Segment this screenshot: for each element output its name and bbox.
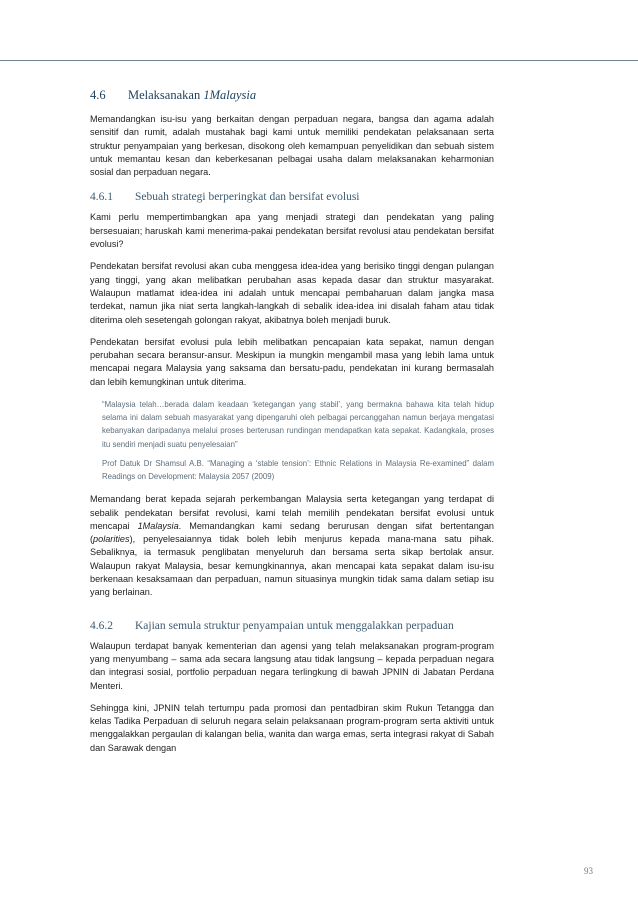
- paragraph: Pendekatan bersifat evolusi pula lebih melibatkan pencapaian kata sepakat, namun dengan perubahan secara beransur-ansur. Meskipun ia mungkin mengambil masa yang lebih lama untuk mencapai negara Malaysia yang saksama dan bersatu-padu, pendekatan ini kurang bermasalah dan lebih kemungkinan untuk diterima.: [90, 336, 494, 387]
- text-run: Memandang berat kepada sejarah perkembangan Malaysia serta ketegangan yang terdapat di sebalik pendekatan bersifat revolusi, kami telah memilih pendekatan bersifat evolusi untuk mencapai: [90, 494, 494, 531]
- paragraph: Kami perlu mempertimbangkan apa yang menjadi strategi dan pendekatan yang paling bersesuaian; haruskah kami menerima-pakai pendekatan bersifat revolusi atau pendekatan bersifat evolusi?: [90, 212, 494, 250]
- top-rule: [0, 60, 638, 61]
- subsection-number-2: 4.6.2: [90, 619, 113, 632]
- intro-paragraph: Memandangkan isu-isu yang berkaitan dengan perpaduan negara, bangsa dan agama adalah sensitif dan rumit, adalah mustahak bagi kami untuk memiliki pendekatan pelaksanaan serta struktur penyampaian yang berkesan, disokong oleh kemampuan penyelidikan dan sebuah sistem untuk memantau kesan dan keberkesanan pelbagai usaha dalam melaksanakan keharmonian sosial dan perpaduan negara.: [90, 114, 494, 178]
- paragraph: [90, 493, 494, 599]
- paragraph: Sehingga kini, JPNIN telah tertumpu pada promosi dan pentadbiran skim Rukun Tetangga dan kelas Tadika Perpaduan di seluruh negara selain pelaksanaan program-program serta aktiviti untuk menggalakkan pergaulan di kalangan belia, wanita dan warga emas, serta integrasi rakyat di Sabah dan Sarawak dengan: [90, 702, 494, 753]
- page-number: 93: [584, 866, 593, 876]
- text-italic: 1Malaysia: [137, 520, 179, 531]
- text-italic: polarities: [93, 534, 130, 545]
- section-number: 4.6: [90, 88, 106, 102]
- paragraph: Pendekatan bersifat revolusi akan cuba menggesa idea-idea yang berisiko tinggi dengan pulangan yang tinggi, yang akan melibatkan perubahan asas kepada dasar dan struktur masyarakat. Walaupun matlamat idea-idea ini adalah untuk mencapai pembaharuan dalam jangka masa terdekat, namun jika niat serta langkah-langkah di sebalik idea-idea ini disalah faham atau tidak diterima oleh sesetengah golongan rakyat, akibatnya boleh menjadi buruk.: [90, 261, 494, 325]
- text-run: ), penyelesaiannya tidak boleh lebih menjurus kepada mana-mana satu pihak. Sebaliknya, ia termasuk penglibatan menyeluruh dan bersama serta sikap bertolak ansur. Walaupun rakyat Malaysia, besar kemungkinannya, akan mencapai kata sepakat dalam isu-isu berkenaan kesaksamaan dan perpaduan, namun situasinya mungkin tidak sama dalam setiap isu yang berlainan.: [90, 534, 494, 598]
- subsection-heading-2: [90, 620, 494, 632]
- subsection-number-1: 4.6.1: [90, 191, 113, 204]
- page-content: [90, 88, 494, 764]
- quote-text: “Malaysia telah…berada dalam keadaan ‘ketegangan yang stabil’, yang bermakna bahawa kita telah hidup selama ini dalam sebuah masyarakat yang dipengaruhi oleh pelbagai percanggahan namun berjaya mengatasi kebanyakan daripadanya melalui proses berterusan rundingan mendapatkan kata sepakat. Kadangkala, proses itu sendiri menjadi suatu penyelesaian”: [102, 400, 494, 449]
- subsection-heading-1: [90, 191, 494, 203]
- section-heading: [90, 88, 494, 103]
- section-title-italic: 1Malaysia: [203, 88, 257, 102]
- subsection-title-2: Kajian semula struktur penyampaian untuk menggalakkan perpaduan: [135, 619, 454, 632]
- quote-block: [102, 398, 494, 483]
- text-run: . Memandangkan kami sedang berurusan dengan sifat bertentangan (: [90, 520, 494, 545]
- subsection-title-1: Sebuah strategi berperingkat dan bersifat evolusi: [135, 191, 360, 204]
- paragraph: Walaupun terdapat banyak kementerian dan agensi yang telah melaksanakan program-program yang menyumbang – sama ada secara langsung atau tidak langsung – kepada perpaduan negara dan integrasi sosial, portfolio perpaduan negara terlingkung di bawah JPNIN di Jabatan Perdana Menteri.: [90, 640, 494, 691]
- quote-citation: Prof Datuk Dr Shamsul A.B. “Managing a ‘stable tension’: Ethnic Relations in Malaysia Re-examined” dalam Readings on Development: Malaysia 2057 (2009): [102, 458, 494, 482]
- section-title: Melaksanakan: [128, 88, 204, 102]
